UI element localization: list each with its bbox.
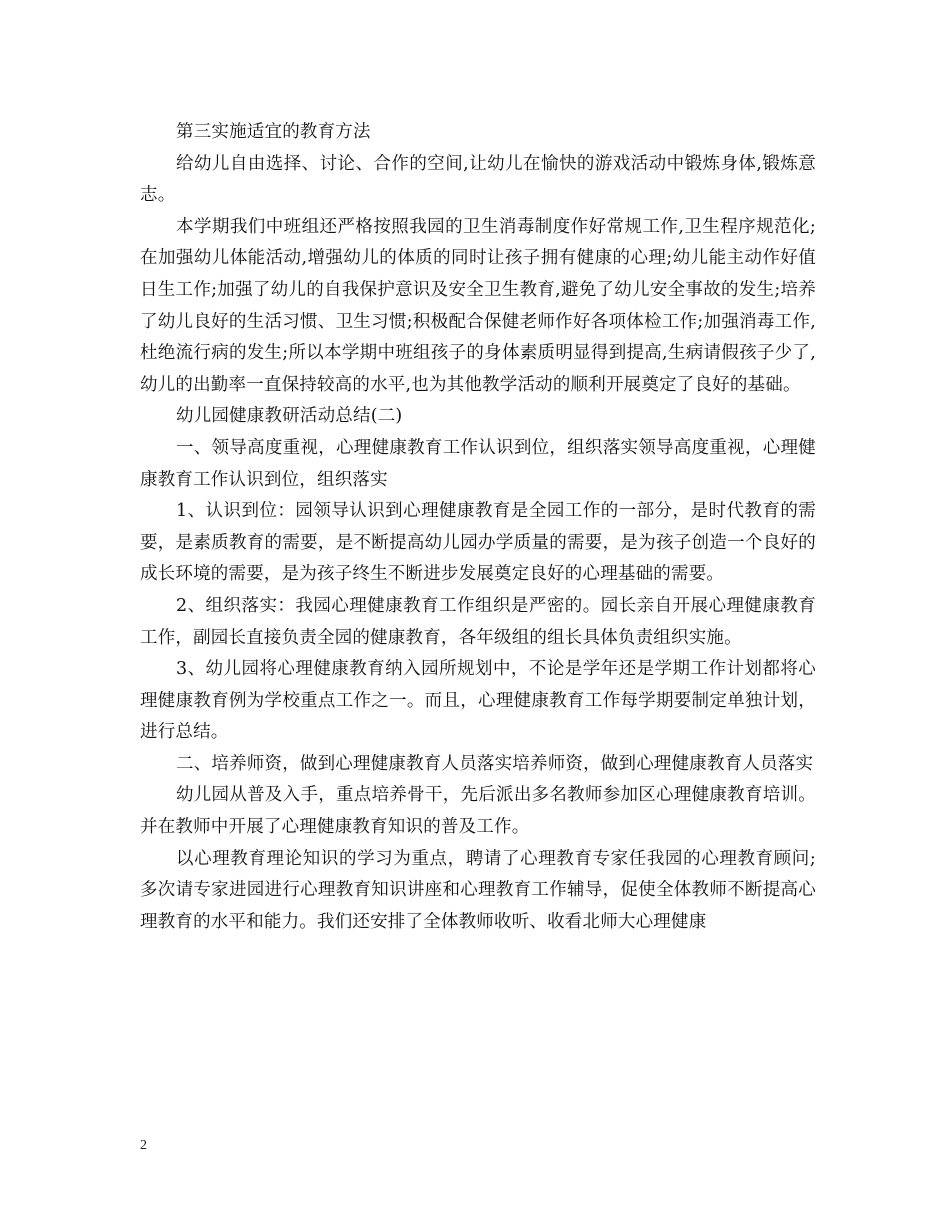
- paragraph-method-heading: 第三实施适宜的教育方法: [176, 122, 371, 142]
- paragraph-organization: 2、组织落实：我园心理健康教育工作组织是严密的。园长亲自开展心理健康教育工作，副园长直接负责全园的健康教育，各年级组的组长具体负责组织实施。: [140, 595, 816, 648]
- paragraph-hygiene-work: 本学期我们中班组还严格按照我园的卫生消毒制度作好常规工作,卫生程序规范化;在加强幼儿体能活动,增强幼儿的体质的同时让孩子拥有健康的心理;幼儿能主动作好值日生工作;加强了幼儿的自我保护意识及安全卫生教育,避免了幼儿安全事故的发生;培养了幼儿良好的生活习惯、卫生习惯;积极配合保健老师作好各项体检工作;加强消毒工作,杜绝流行病的发生;所以本学期中班组孩子的身体素质明显得到提高,生病请假孩子少了,幼儿的出勤率一直保持较高的水平,也为其他教学活动的顺利开展奠定了良好的基础。: [140, 216, 816, 395]
- document-body: [140, 117, 816, 938]
- page-number: 2: [140, 1138, 147, 1153]
- paragraph-section-title: 幼儿园健康教研活动总结(二): [176, 406, 403, 427]
- paragraph-planning: 3、幼儿园将心理健康教育纳入园所规划中，不论是学年还是学期工作计划都将心理健康教育例为学校重点工作之一。而且，心理健康教育工作每学期要制定单独计划，进行总结。: [140, 659, 816, 743]
- paragraph-teacher-training-heading: 二、培养师资，做到心理健康教育人员落实培养师资，做到心理健康教育人员落实: [176, 753, 814, 774]
- paragraph-training-start: 幼儿园从普及入手，重点培养骨干，先后派出多名教师参加区心理健康教育培训。并在教师中开展了心理健康教育知识的普及工作。: [140, 785, 816, 838]
- paragraph-free-choice: 给幼儿自由选择、讨论、合作的空间,让幼儿在愉快的游戏活动中锻炼身体,锻炼意志。: [140, 153, 816, 206]
- paragraph-awareness: 1、认识到位：园领导认识到心理健康教育是全园工作的一部分，是时代教育的需要，是素质教育的需要，是不断提高幼儿园办学质量的需要，是为孩子创造一个良好的成长环境的需要，是为孩子终生不断进步发展奠定良好的心理基础的需要。: [140, 501, 816, 585]
- paragraph-leadership: 一、领导高度重视，心理健康教育工作认识到位，组织落实领导高度重视，心理健康教育工作认识到位，组织落实: [140, 437, 816, 490]
- paragraph-theory-study: 以心理教育理论知识的学习为重点，聘请了心理教育专家任我园的心理教育顾问;多次请专家进园进行心理教育知识讲座和心理教育工作辅导，促使全体教师不断提高心理教育的水平和能力。我们还安排了全体教师收听、收看北师大心理健康: [140, 848, 816, 932]
